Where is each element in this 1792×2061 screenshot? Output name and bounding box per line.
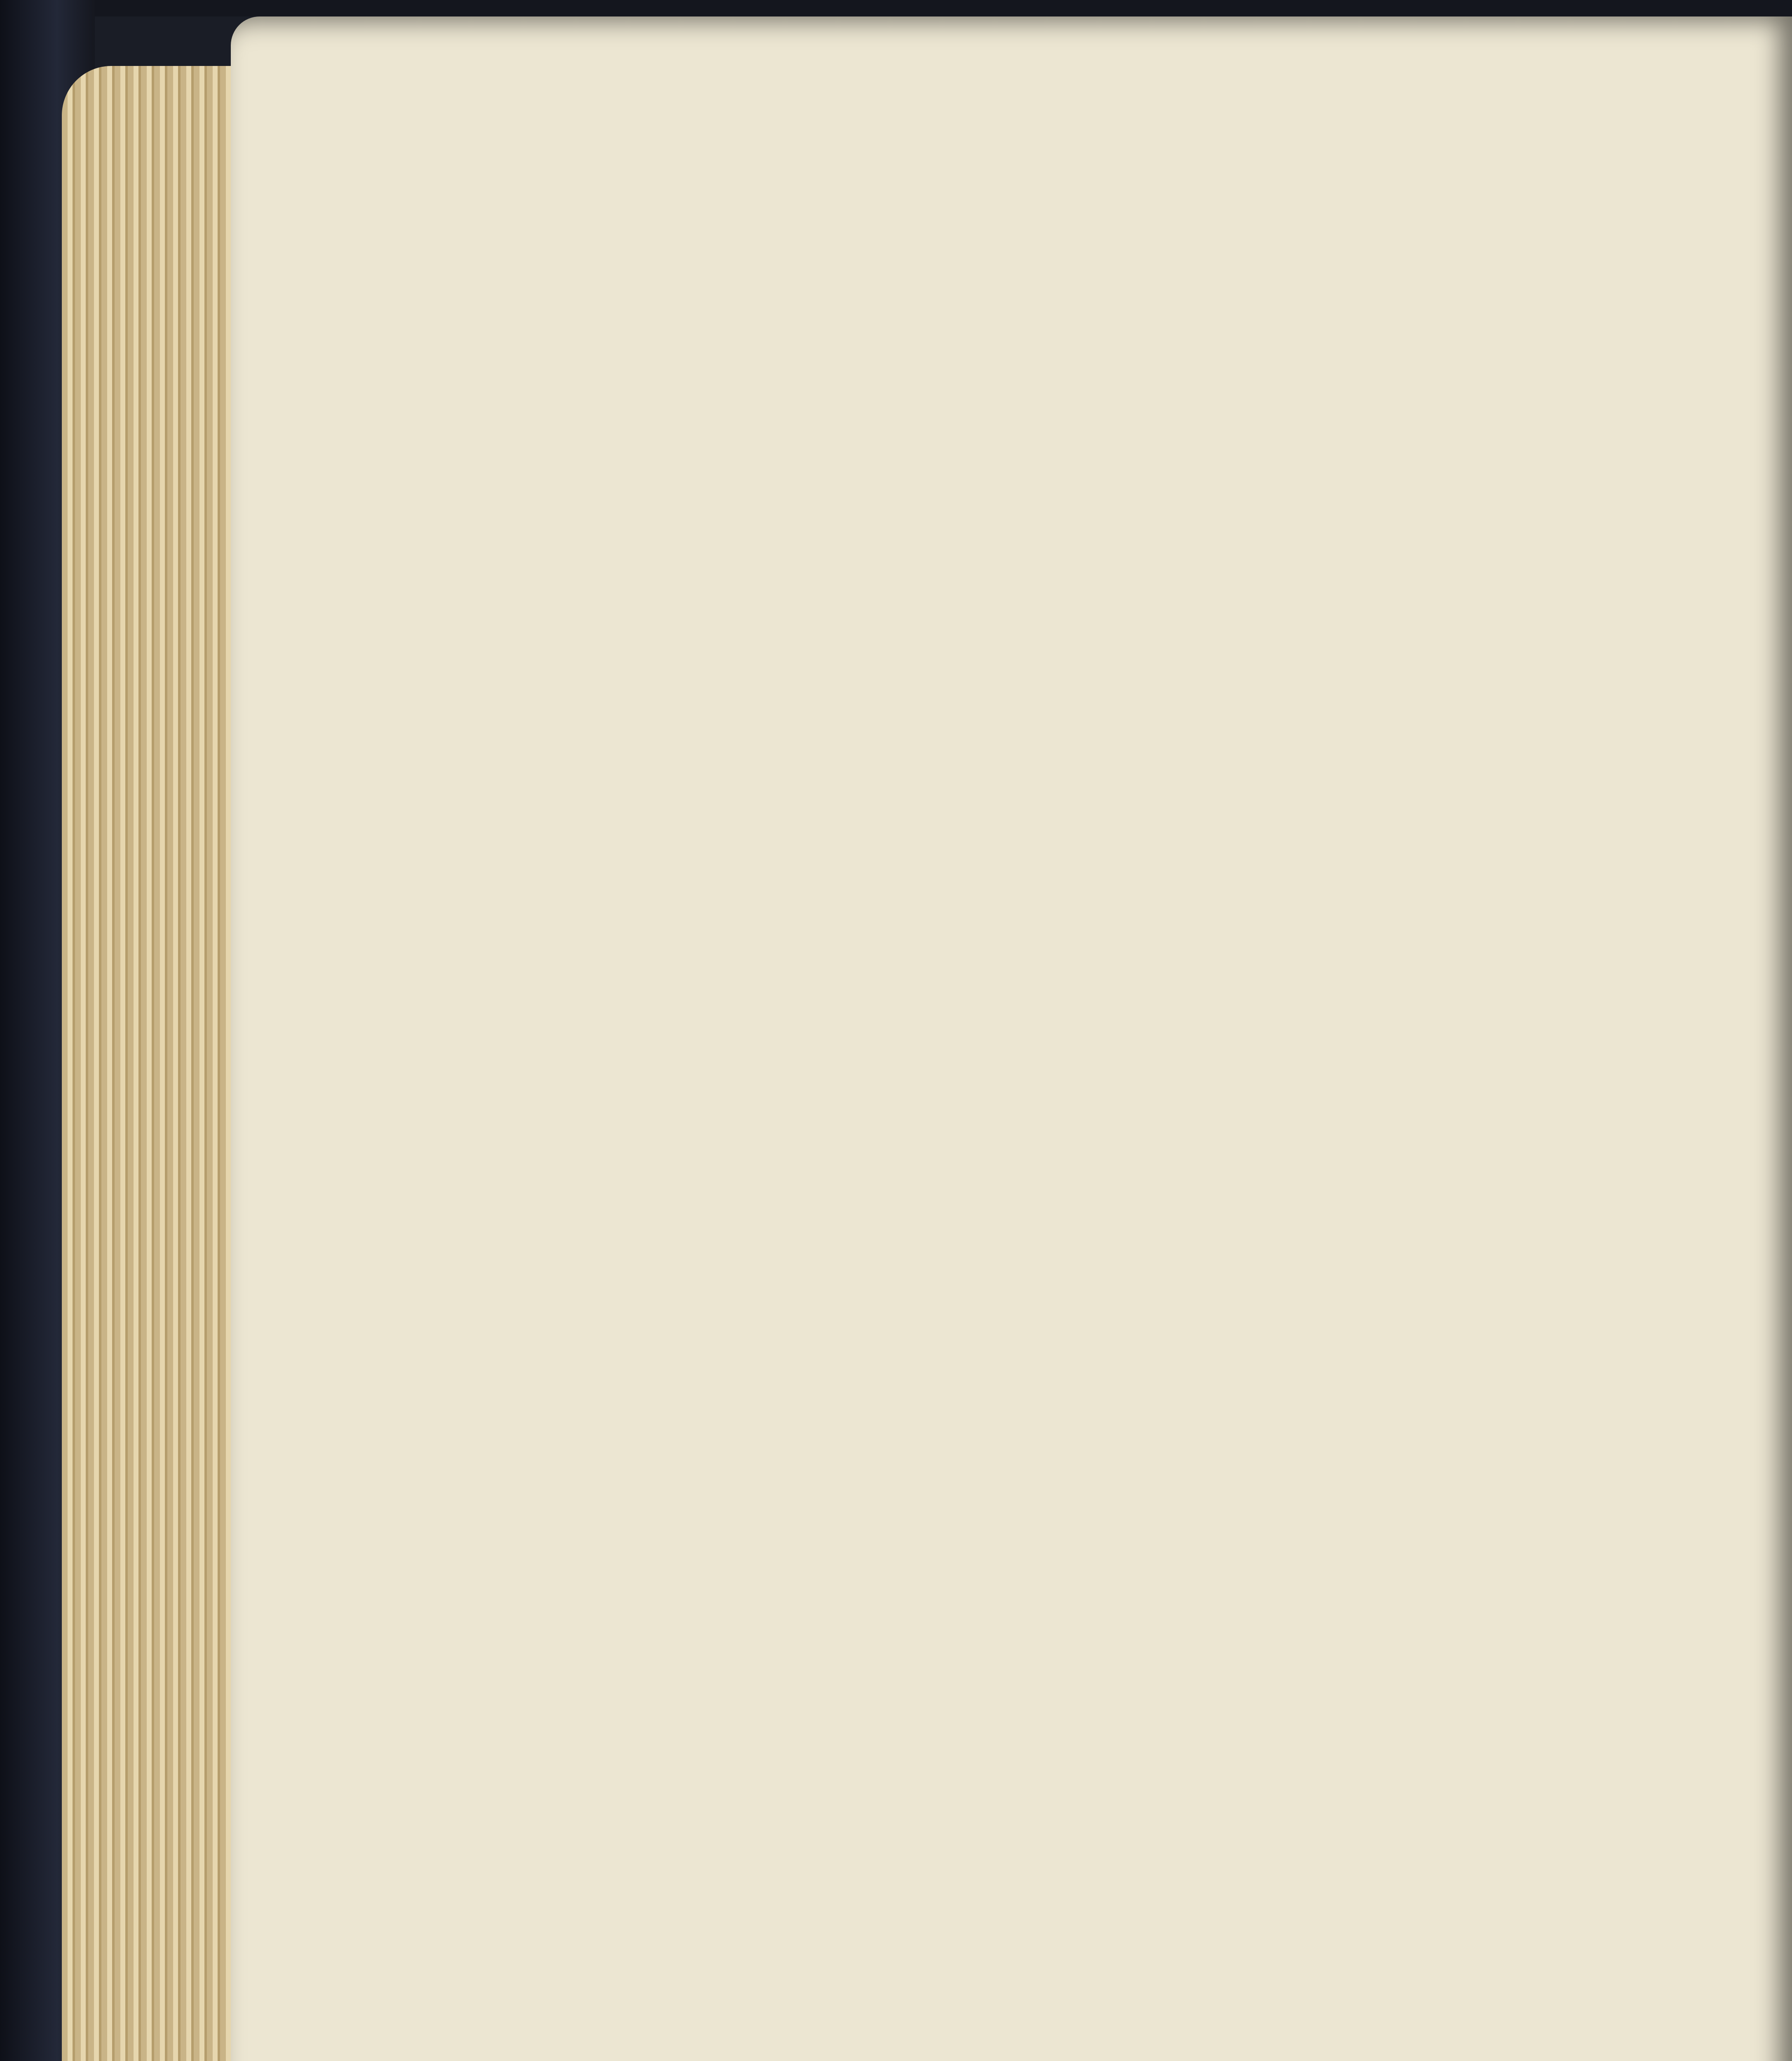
page-header — [379, 78, 1780, 161]
footnote-left — [354, 1855, 1030, 1891]
route-title — [354, 198, 1772, 268]
footnotes — [354, 1855, 1772, 2061]
book-page — [231, 16, 1792, 2061]
route-entries — [354, 153, 1772, 486]
top-note — [354, 153, 1772, 190]
route-description — [354, 313, 1772, 486]
page-edges — [62, 66, 260, 2061]
reverse-route — [354, 268, 1772, 313]
background-top — [0, 0, 1792, 16]
